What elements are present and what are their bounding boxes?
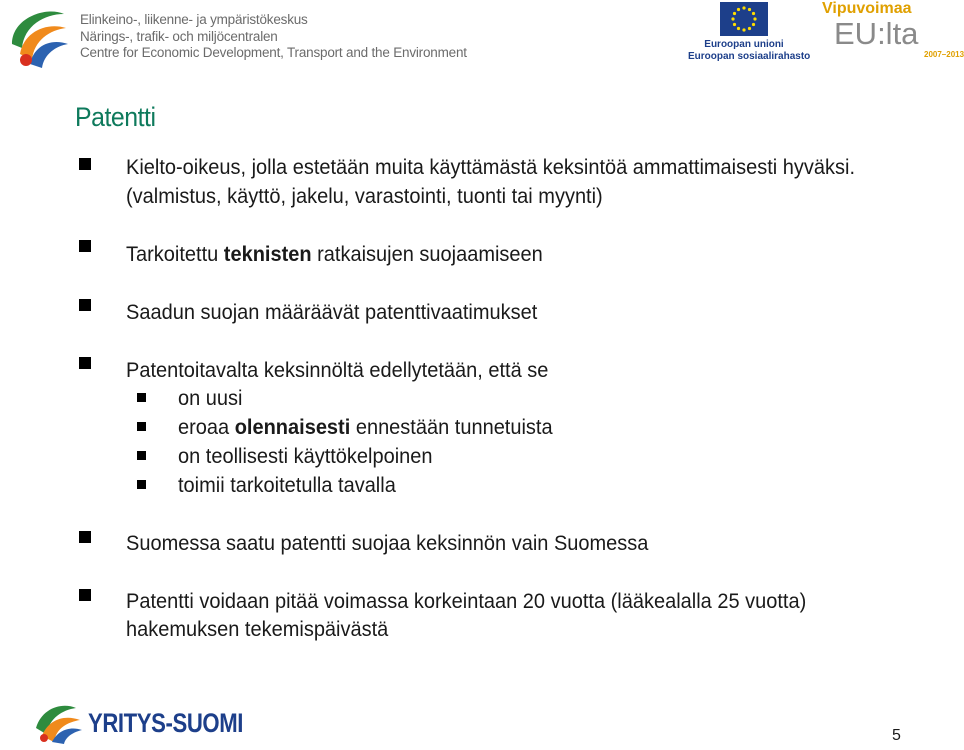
sub-bullet-square-icon bbox=[137, 422, 146, 431]
slide-header bbox=[0, 0, 964, 72]
bullet-text bbox=[126, 240, 543, 268]
vipu-title: Vipuvoimaa bbox=[822, 0, 912, 17]
bullet-text: Suomessa saatu patentti suojaa keksinnön vain Suomessa bbox=[126, 531, 649, 555]
sub-bullet-text: on uusi bbox=[178, 386, 243, 410]
sub-bullet-text-bold: olennaisesti bbox=[234, 415, 351, 439]
eu-name-label: Euroopan unioni bbox=[704, 39, 784, 50]
bullet-square-icon bbox=[79, 589, 91, 601]
bullet-square-icon bbox=[79, 299, 91, 311]
yritys-suomi-swirl-icon bbox=[32, 698, 82, 744]
sub-bullet-text: on teollisesti käyttökelpoinen bbox=[178, 444, 433, 468]
bullet-text-part: ratkaisujen suojaamiseen bbox=[311, 242, 543, 266]
yritys-suomi-brand: YRITYS-SUOMI bbox=[88, 708, 243, 738]
vipu-eu-text: EU:lta bbox=[834, 16, 919, 51]
org-name-en: Centre for Economic Development, Transport and the Environment bbox=[80, 45, 467, 60]
sub-bullet-text-part: eroaa bbox=[178, 415, 235, 439]
bullet-text-continued: (valmistus, käyttö, jakelu, varastointi, tuonti tai myynti) bbox=[126, 184, 603, 208]
ely-logo-icon bbox=[6, 4, 72, 70]
bullet-text: Patentoitavalta keksinnöltä edellytetään, että se bbox=[126, 358, 549, 382]
bullet-square-icon bbox=[79, 240, 91, 252]
organization-name bbox=[80, 12, 467, 62]
sub-bullet-square-icon bbox=[137, 451, 146, 460]
org-name-sv: Närings-, trafik- och miljöcentralen bbox=[80, 28, 278, 44]
bullet-text: Kielto-oikeus, jolla estetään muita käyttämästä keksintöä ammattimaisesti hyväksi. bbox=[126, 155, 856, 179]
org-name-fi: Elinkeino-, liikenne- ja ympäristökeskus bbox=[80, 12, 308, 27]
slide-title: Patentti bbox=[75, 102, 156, 132]
sub-bullet-square-icon bbox=[137, 480, 146, 489]
bullet-square-icon bbox=[79, 357, 91, 369]
sub-bullet-text bbox=[178, 413, 553, 441]
sub-bullet-text-part: ennestään tunnetuista bbox=[350, 415, 553, 439]
eu-flag-icon bbox=[720, 2, 768, 36]
bullet-text: Saadun suojan määräävät patenttivaatimukset bbox=[126, 300, 538, 324]
bullet-square-icon bbox=[79, 531, 91, 543]
bullet-text-continued: hakemuksen tekemispäivästä bbox=[126, 617, 389, 641]
sub-bullet-text: toimii tarkoitetulla tavalla bbox=[178, 473, 396, 497]
sub-bullet-square-icon bbox=[137, 393, 146, 402]
bullet-text-part: Tarkoitettu bbox=[126, 242, 224, 266]
page-number: 5 bbox=[892, 727, 901, 744]
bullet-text-bold: teknisten bbox=[223, 242, 312, 266]
yritys-suomi-logo bbox=[32, 698, 252, 744]
eu-logo bbox=[688, 2, 811, 64]
vipuvoimaa-logo bbox=[822, 0, 964, 68]
eu-fund-label: Euroopan sosiaalirahasto bbox=[688, 51, 811, 62]
bullet-text: Patentti voidaan pitää voimassa korkeintaan 20 vuotta (lääkealalla 25 vuotta) bbox=[126, 589, 807, 613]
vipu-years: 2007–2013 bbox=[924, 50, 964, 59]
bullet-square-icon bbox=[79, 158, 91, 170]
